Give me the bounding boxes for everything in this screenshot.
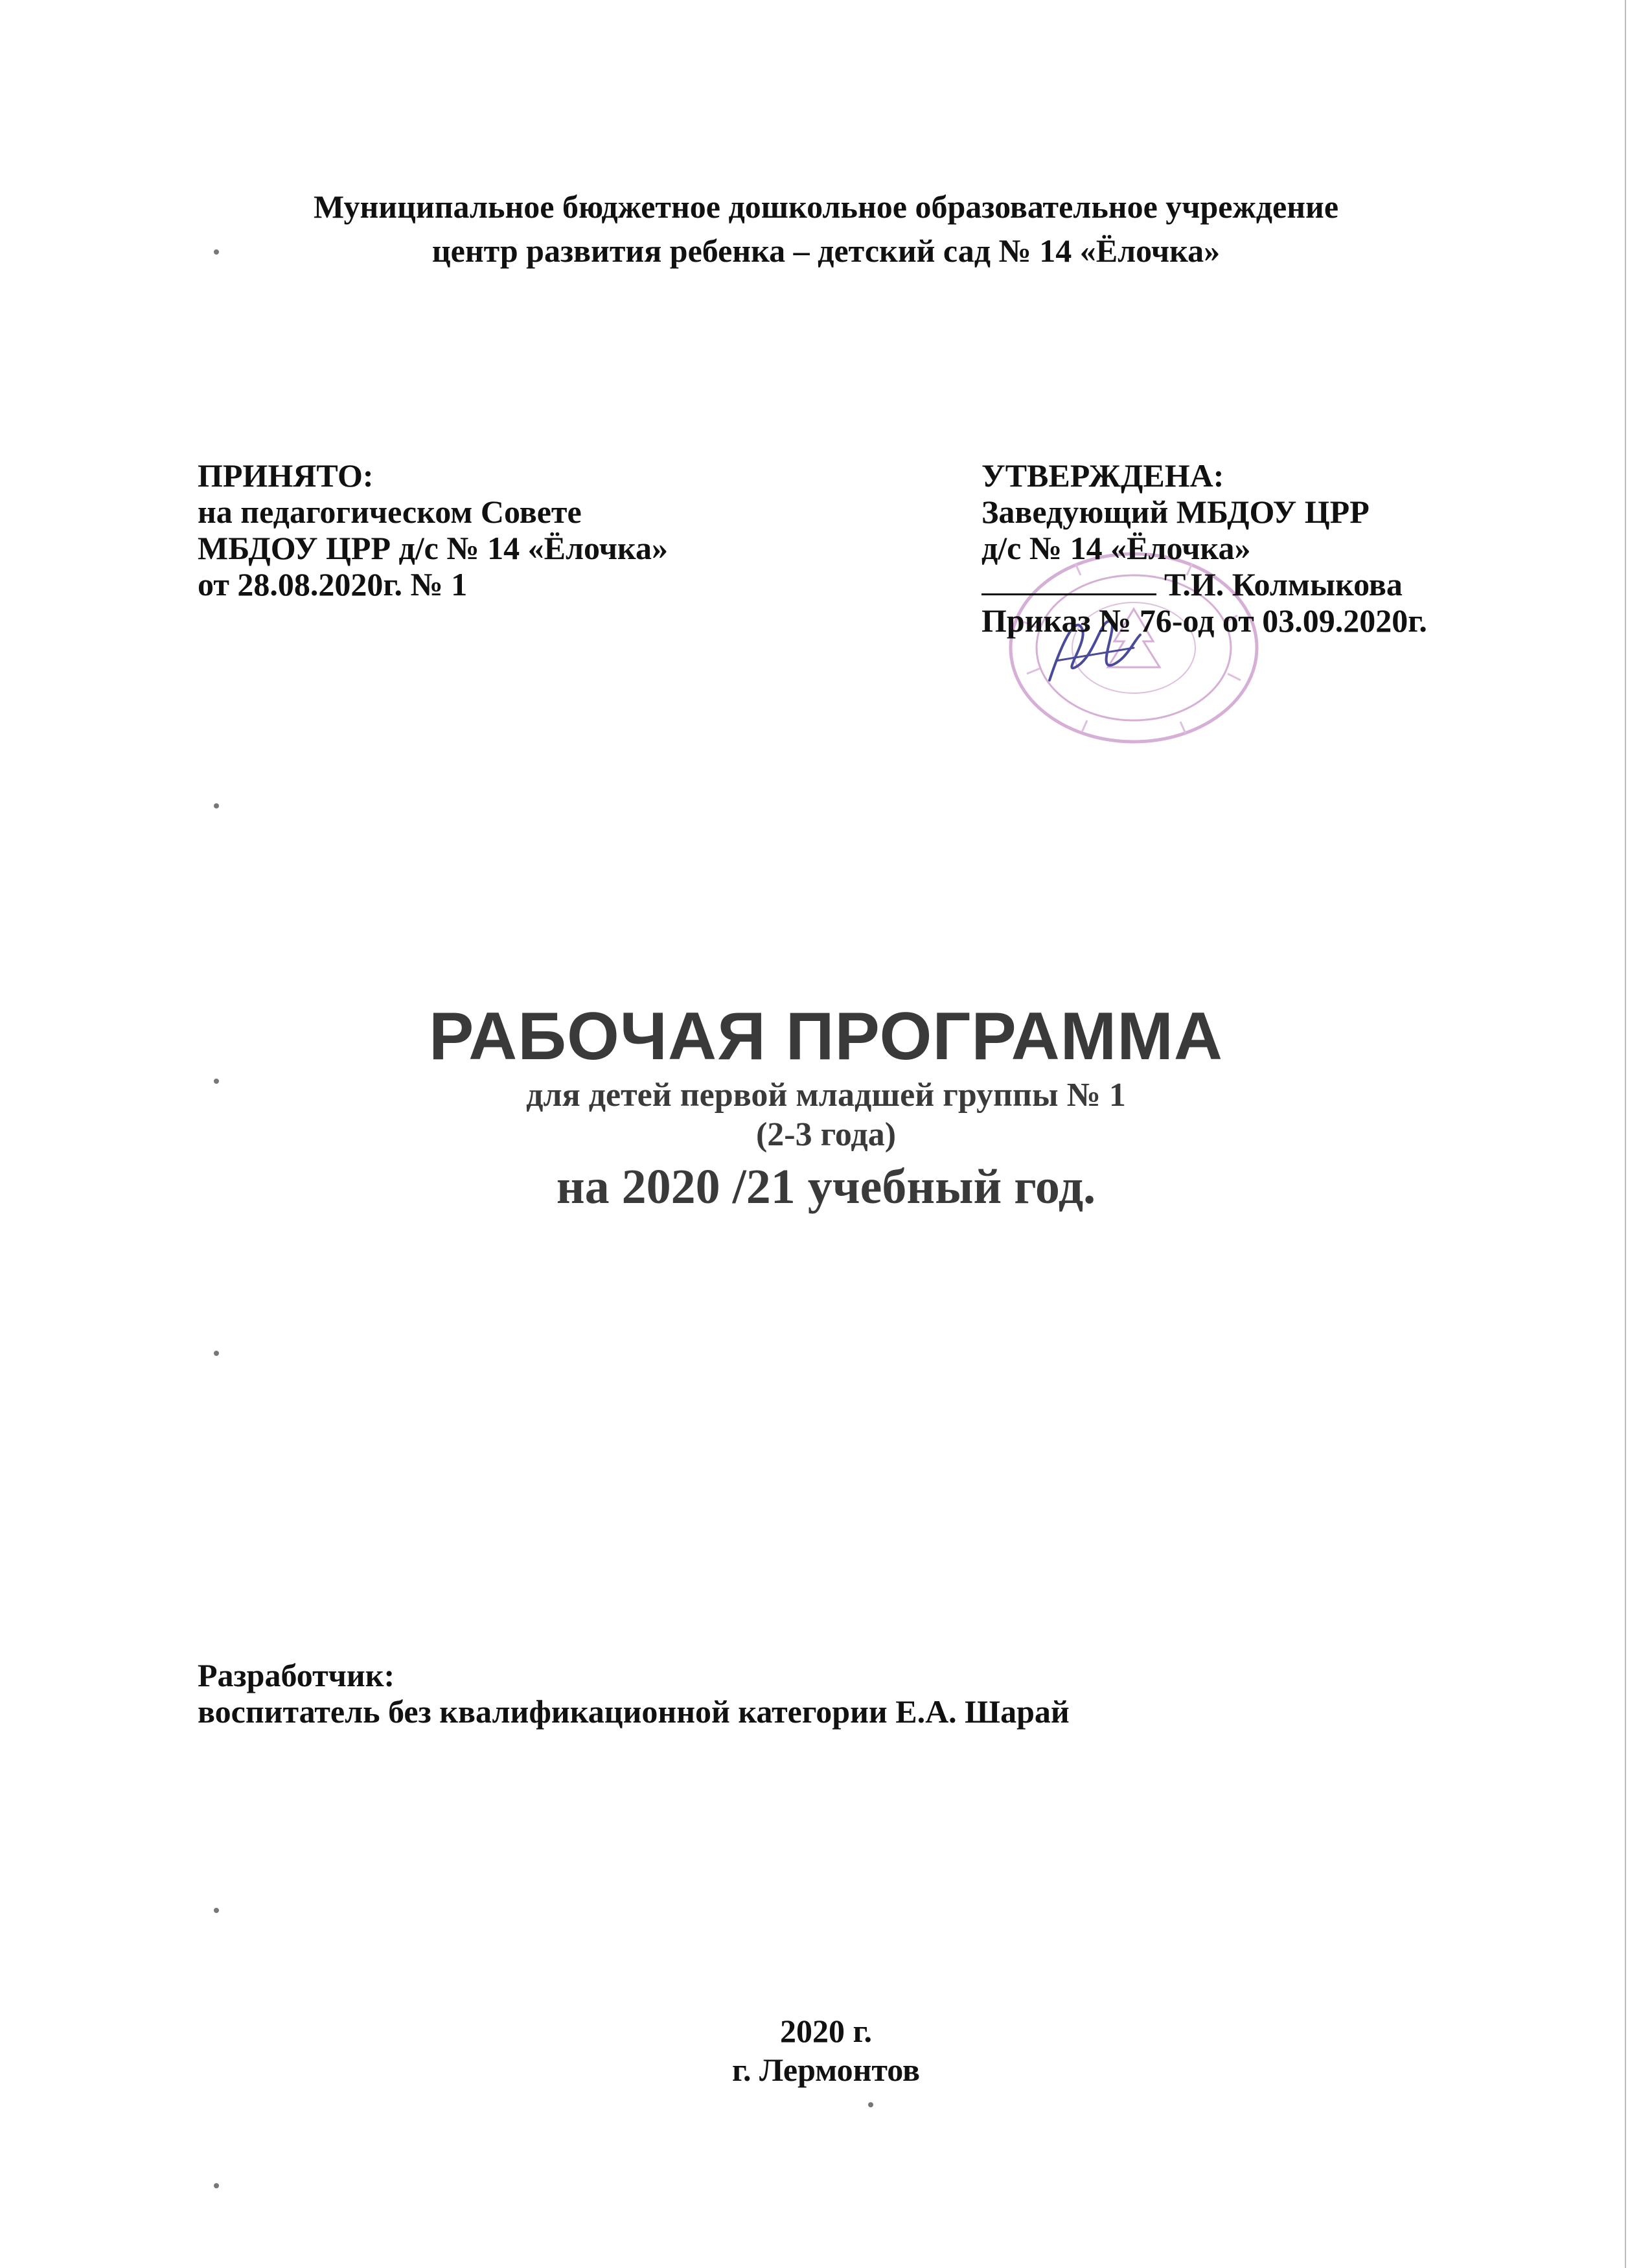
scan-speck xyxy=(214,249,219,255)
accepted-label: ПРИНЯТО: xyxy=(198,457,374,494)
footer-block xyxy=(0,2011,1652,2089)
accepted-block xyxy=(198,457,668,602)
institution-header xyxy=(0,185,1652,273)
footer-city: г. Лермонтов xyxy=(731,2052,921,2088)
program-title-block xyxy=(0,998,1652,1219)
approved-label: УТВЕРЖДЕНА: xyxy=(981,457,1224,494)
approved-institution: д/с № 14 «Ёлочка» xyxy=(981,530,1251,566)
developer-block xyxy=(198,1657,1070,1730)
accepted-council: на педагогическом Совете xyxy=(198,494,582,530)
approved-head-title: Заведующий МБДОУ ЦРР xyxy=(981,494,1370,530)
program-year: на 2020 /21 учебный год. xyxy=(556,1160,1096,1214)
footer-year: 2020 г. xyxy=(779,2013,873,2049)
scan-speck xyxy=(214,1351,219,1356)
approved-signer: Т.И. Колмыкова xyxy=(1164,566,1403,602)
scan-speck xyxy=(214,1079,219,1084)
signature-underline xyxy=(981,567,1156,595)
scan-speck xyxy=(214,803,219,808)
institution-name-line-2: центр развития ребенка – детский сад № 14 «Ёлочка» xyxy=(431,233,1221,269)
approved-signature-line xyxy=(981,566,1427,602)
scan-speck xyxy=(214,1908,219,1913)
program-age: (2-3 года) xyxy=(755,1116,897,1153)
approved-order: Приказ № 76-од от 03.09.2020г. xyxy=(981,602,1427,639)
program-title: РАБОЧАЯ ПРОГРАММА xyxy=(428,999,1224,1074)
developer-label: Разработчик: xyxy=(198,1657,395,1693)
approved-block xyxy=(981,457,1427,639)
institution-name-line-1: Муниципальное бюджетное дошкольное образовательное учреждение xyxy=(313,189,1339,225)
accepted-institution: МБДОУ ЦРР д/с № 14 «Ёлочка» xyxy=(198,530,668,566)
accepted-date: от 28.08.2020г. № 1 xyxy=(198,566,468,602)
program-audience: для детей первой младшей группы № 1 xyxy=(526,1077,1126,1114)
developer-name: воспитатель без квалификационной категории Е.А. Шарай xyxy=(198,1693,1070,1730)
scan-speck xyxy=(868,2102,873,2107)
scan-speck xyxy=(214,2183,219,2188)
